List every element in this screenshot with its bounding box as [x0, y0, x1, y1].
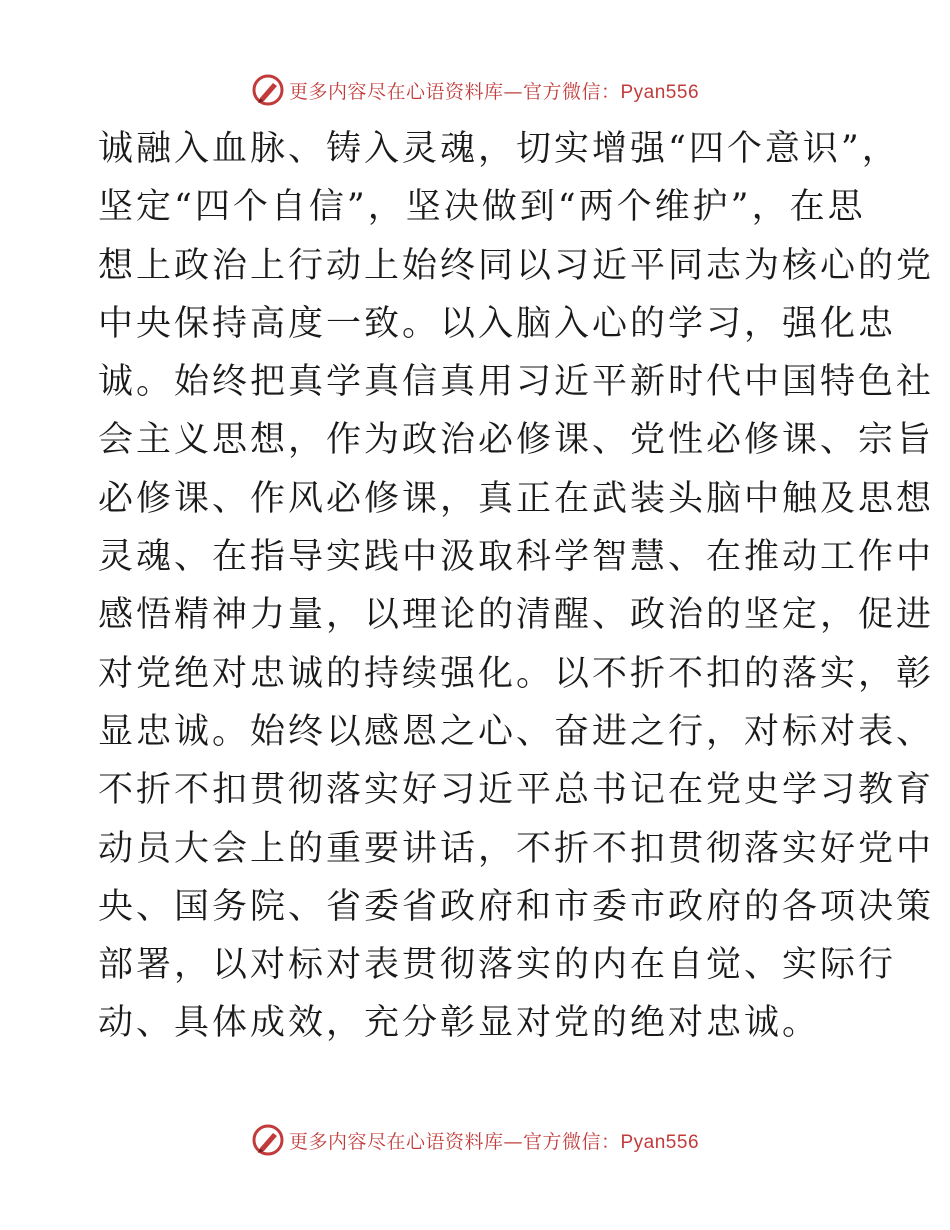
pen-logo-icon: [251, 1123, 285, 1157]
body-line: 坚定“四个自信”，坚决做到“两个维护”，在思: [98, 187, 866, 228]
footer-banner-text: [289, 1127, 699, 1154]
body-line: 中央保持高度一致。以入脑入心的学习，强化忠: [98, 303, 897, 344]
body-line: 感悟精神力量，以理论的清醒、政治的坚定，促进: [98, 595, 935, 636]
footer-banner-sep: —: [503, 1130, 523, 1153]
body-line: 央、国务院、省委省政府和市委市政府的各项决策: [98, 886, 935, 927]
footer-banner-wechat-id: Pyan556: [620, 1131, 700, 1153]
footer-banner-main: 更多内容尽在心语资料库: [288, 1130, 504, 1153]
pen-logo-icon: [251, 73, 285, 107]
document-body: [98, 120, 935, 1053]
body-line: 不折不扣贯彻落实好习近平总书记在党史学习教育: [98, 770, 935, 811]
body-line: 动、具体成效，充分彰显对党的绝对忠诚。: [98, 1003, 821, 1044]
header-banner-wechat-id: Pyan556: [620, 81, 700, 103]
body-line: 诚。始终把真学真信真用习近平新时代中国特色社: [98, 362, 935, 403]
body-line: 诚融入血脉、铸入灵魂，切实增强“四个意识”，: [98, 129, 900, 169]
body-line: 部署，以对标对表贯彻落实的内在自觉、实际行: [98, 945, 897, 986]
body-line: 会主义思想，作为政治必修课、党性必修课、宗旨: [98, 420, 935, 461]
header-banner-sep: —: [503, 80, 523, 103]
footer-banner-wechat-label: 官方微信：: [522, 1130, 621, 1153]
body-line: 必修课、作风必修课，真正在武装头脑中触及思想: [98, 478, 935, 519]
body-line: 想上政治上行动上始终同以习近平同志为核心的党: [98, 245, 935, 286]
header-banner-wechat-label: 官方微信：: [522, 80, 621, 103]
body-line: 灵魂、在指导实践中汲取科学智慧、在推动工作中: [98, 537, 935, 578]
header-banner-text: [289, 77, 699, 104]
body-line: 显忠诚。始终以感恩之心、奋进之行，对标对表、: [98, 711, 935, 752]
footer-banner: [0, 1120, 950, 1160]
body-line: 对党绝对忠诚的持续强化。以不折不扣的落实，彰: [98, 653, 935, 694]
header-banner: [0, 70, 950, 110]
header-banner-main: 更多内容尽在心语资料库: [288, 80, 504, 103]
body-line: 动员大会上的重要讲话，不折不扣贯彻落实好党中: [98, 828, 935, 869]
